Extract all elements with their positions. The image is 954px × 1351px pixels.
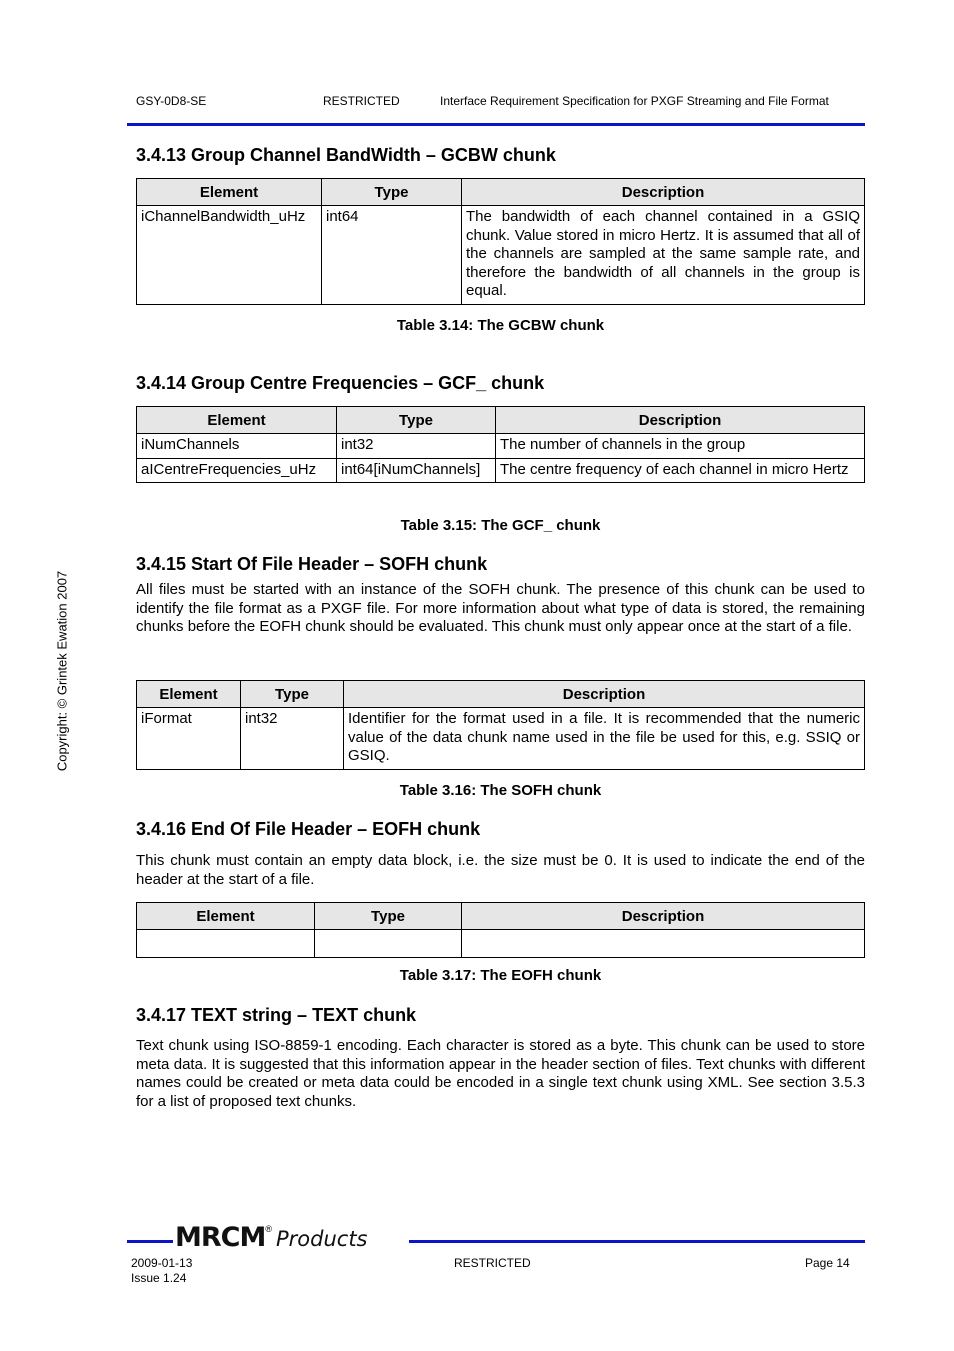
table-row [137,708,865,770]
header-rule [127,123,865,126]
table-caption-eofh: Table 3.17: The EOFH chunk [399,967,602,984]
footer-page-number: Page 14 [805,1256,850,1270]
table-eofh [136,902,865,958]
table-gcf [136,406,865,483]
table-sofh [136,680,865,770]
column-header-type: Type [322,179,462,206]
table-header-row [137,903,865,930]
table-caption-gcf: Table 3.15: The GCF_ chunk [400,517,601,534]
footer-rule-left [127,1240,173,1243]
header-classification: RESTRICTED [323,94,400,108]
column-header-element: Element [137,407,337,434]
cell-type: int32 [241,708,344,770]
table-gcbw [136,178,865,305]
table-caption-sofh: Table 3.16: The SOFH chunk [399,782,602,799]
footer-classification: RESTRICTED [454,1256,531,1270]
table-caption-gcbw: Table 3.14: The GCBW chunk [396,317,605,334]
cell-description [462,930,865,958]
column-header-type: Type [337,407,496,434]
section-paragraph-eofh: This chunk must contain an empty data block, i.e. the size must be 0. It is used to indicate the end of the header at the start of a file. [136,852,865,888]
column-header-element: Element [137,179,322,206]
logo-word: Products [275,1227,368,1251]
logo-mark: MRCM [175,1222,266,1253]
section-paragraph-text: Text chunk using ISO-8859-1 encoding. Each character is stored as a byte. This chunk can be used to store meta data. It is suggested that this information appear in the header section of files. Text chunks with different names could be created or meta data could be encoded in a single text chunk using XML. See section 3.5.3 for a list of proposed text chunks. [136,1037,865,1110]
cell-description: The bandwidth of each channel contained in a GSIQ chunk. Value stored in micro Hertz. It is assumed that all of the channels are sampled at the same sample rate, and therefore the bandwidth of all channels in the group is equal. [462,206,865,305]
cell-type [315,930,462,958]
section-heading-sofh: 3.4.15 Start Of File Header – SOFH chunk [136,554,488,574]
cell-description: The centre frequency of each channel in micro Hertz [496,458,865,483]
section-heading-text: 3.4.17 TEXT string – TEXT chunk [136,1005,417,1025]
cell-element [137,930,315,958]
table-row [137,434,865,459]
column-header-description: Description [344,681,865,708]
section-heading-gcf: 3.4.14 Group Centre Frequencies – GCF_ chunk [136,373,545,393]
table-header-row [137,681,865,708]
footer-issue: Issue 1.24 [131,1271,187,1285]
cell-type: int64 [322,206,462,305]
cell-type: int64[iNumChannels] [337,458,496,483]
brand-logo [175,1222,368,1258]
column-header-description: Description [496,407,865,434]
footer-rule-right [409,1240,865,1243]
column-header-type: Type [315,903,462,930]
cell-type: int32 [337,434,496,459]
cell-description: Identifier for the format used in a file. It is recommended that the numeric value of the data chunk name used in the file be used for this, e.g. SSIQ or GSIQ. [344,708,865,770]
section-paragraph-sofh: All files must be started with an instance of the SOFH chunk. The presence of this chunk can be used to identify the file format as a PXGF file. For more information about what type of data is stored, the remaining chunks before the EOFH chunk should be evaluated. This chunk must only appear once at the start of a file. [136,581,865,635]
column-header-description: Description [462,903,865,930]
footer-date: 2009-01-13 [131,1256,193,1270]
table-row [137,458,865,483]
column-header-type: Type [241,681,344,708]
cell-element: iFormat [137,708,241,770]
table-row [137,930,865,958]
column-header-element: Element [137,681,241,708]
column-header-element: Element [137,903,315,930]
header-doc-id: GSY-0D8-SE [136,94,207,108]
cell-element: aICentreFrequencies_uHz [137,458,337,483]
copyright-note: Copyright: © Grintek Ewation 2007 [54,570,70,772]
logo-registered-mark: ® [265,1224,272,1234]
table-header-row [137,179,865,206]
cell-description: The number of channels in the group [496,434,865,459]
column-header-description: Description [462,179,865,206]
cell-element: iChannelBandwidth_uHz [137,206,322,305]
table-row [137,206,865,305]
header-title: Interface Requirement Specification for PXGF Streaming and File Format [440,94,829,108]
cell-element: iNumChannels [137,434,337,459]
section-heading-gcbw: 3.4.13 Group Channel BandWidth – GCBW chunk [136,145,556,165]
table-header-row [137,407,865,434]
section-heading-eofh: 3.4.16 End Of File Header – EOFH chunk [136,819,481,839]
